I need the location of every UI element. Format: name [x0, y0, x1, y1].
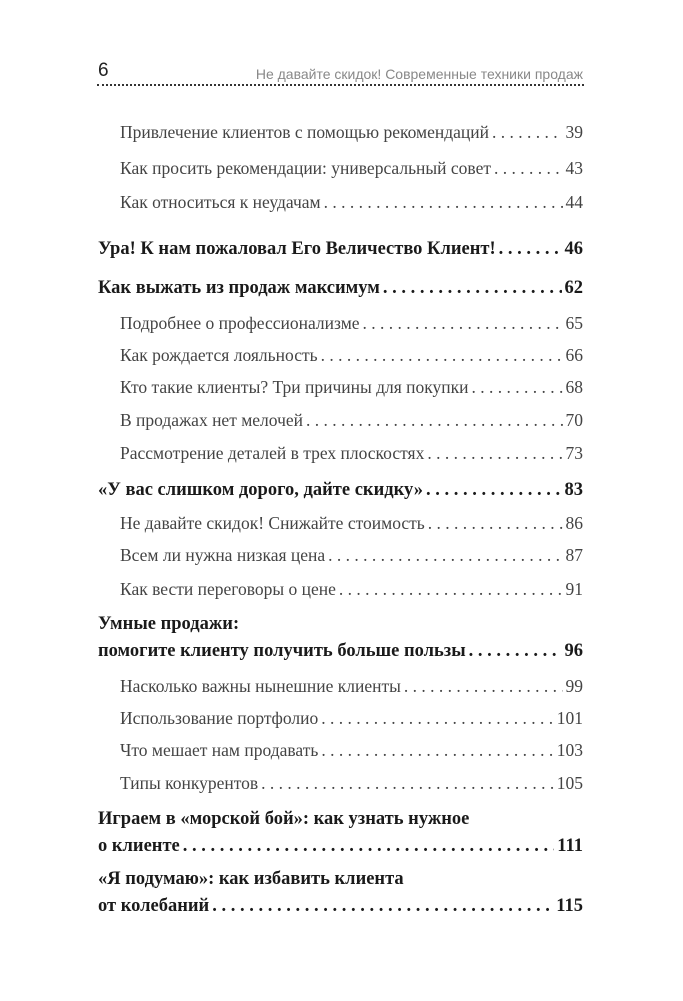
- toc-entry-title: Использование портфолио: [120, 708, 319, 728]
- toc-entry-page: 70: [565, 410, 583, 430]
- running-title: Не давайте скидок! Современные техники продаж: [255, 66, 583, 82]
- toc-entry-page: 96: [564, 641, 583, 661]
- toc-entry[interactable]: [120, 192, 583, 213]
- dot-leader: [494, 158, 562, 179]
- toc-entry-title: Не давайте скидок! Снижайте стоимость: [120, 513, 425, 533]
- toc-entry-title: Типы конкурентов: [120, 773, 259, 793]
- toc-entry-page: 87: [565, 545, 583, 565]
- toc-entry-title: от колебаний: [98, 896, 210, 916]
- toc-entry-page: 39: [565, 122, 583, 142]
- toc-entry-title: Подробнее о профессионализме: [120, 313, 360, 333]
- dot-leader: [383, 278, 562, 299]
- dot-leader: [428, 513, 563, 534]
- toc-entry[interactable]: [120, 122, 583, 143]
- toc-entry[interactable]: [120, 377, 583, 398]
- dot-leader: [183, 836, 555, 857]
- toc-entry-title: о клиенте: [98, 836, 180, 856]
- dot-leader: [499, 239, 562, 260]
- toc-entry-page: 66: [565, 345, 583, 365]
- dot-leader: [212, 896, 553, 917]
- toc-entry[interactable]: [98, 278, 583, 299]
- toc-entry-title: помогите клиенту получить больше пользы: [98, 641, 466, 661]
- toc-entry[interactable]: [120, 158, 583, 179]
- toc-entry[interactable]: [120, 740, 583, 761]
- toc-entry[interactable]: [120, 513, 583, 534]
- toc-entry-title-line1: «Я подумаю»: как избавить клиента: [98, 869, 404, 889]
- toc-entry-page: 115: [556, 896, 583, 916]
- toc-entry-title-line1: Умные продажи:: [98, 614, 240, 634]
- toc-entry-page: 91: [565, 579, 583, 599]
- dot-leader: [339, 579, 563, 600]
- dot-leader: [404, 676, 563, 697]
- toc-entry-page: 103: [556, 740, 583, 760]
- toc-entry-page: 43: [565, 158, 583, 178]
- toc-entry[interactable]: [120, 410, 583, 431]
- toc-entry-page: 44: [565, 192, 583, 212]
- toc-entry-title: В продажах нет мелочей: [120, 410, 304, 430]
- toc-entry-page: 65: [565, 313, 583, 333]
- toc-entry-title: Рассмотрение деталей в трех плоскостях: [120, 443, 425, 463]
- dot-leader: [426, 480, 562, 501]
- dot-leader: [321, 708, 554, 729]
- toc-entry-title: Как просить рекомендации: универсальный совет: [120, 158, 492, 178]
- toc-entry[interactable]: [120, 313, 583, 334]
- toc-entry-page: 62: [564, 278, 583, 298]
- dot-leader: [469, 641, 562, 662]
- page-header: [98, 56, 583, 82]
- toc-entry-title: Кто такие клиенты? Три причины для покупки: [120, 377, 469, 397]
- toc-entry-page: 46: [564, 239, 583, 259]
- toc-entry-title: Как относиться к неудачам: [120, 192, 321, 212]
- toc-entry-title: Насколько важны нынешние клиенты: [120, 676, 401, 696]
- dot-leader: [328, 545, 562, 566]
- dot-leader: [324, 192, 563, 213]
- toc-entry[interactable]: [98, 480, 583, 501]
- toc-entry-page: 73: [565, 443, 583, 463]
- toc-entry[interactable]: [120, 676, 583, 697]
- dot-leader: [261, 773, 554, 794]
- toc-entry[interactable]: [98, 239, 583, 260]
- toc-entry-title-line1: Играем в «морской бой»: как узнать нужное: [98, 809, 470, 829]
- toc-entry-page: 83: [564, 480, 583, 500]
- toc-entry[interactable]: [120, 773, 583, 794]
- dot-leader: [321, 740, 553, 761]
- toc-entry-title: Как рождается лояльность: [120, 345, 318, 365]
- toc-entry-title: Привлечение клиентов с помощью рекомендаций: [120, 122, 490, 142]
- toc-entry-title: «У вас слишком дорого, дайте скидку»: [98, 480, 423, 500]
- toc-entry-title: Что мешает нам продавать: [120, 740, 319, 760]
- toc-entry[interactable]: [120, 443, 583, 464]
- toc-entry-title: Как вести переговоры о цене: [120, 579, 336, 599]
- toc-entry-page: 101: [556, 708, 583, 728]
- toc-entry[interactable]: [98, 869, 583, 917]
- toc-entry[interactable]: [98, 614, 583, 662]
- header-dotted-rule: [97, 84, 584, 86]
- toc-entry[interactable]: [120, 579, 583, 600]
- toc-entry-title: Ура! К нам пожаловал Его Величество Клиент!: [98, 239, 496, 259]
- dot-leader: [427, 443, 562, 464]
- toc-entry-page: 111: [557, 836, 583, 856]
- toc-entry[interactable]: [120, 708, 583, 729]
- page-number: 6: [98, 60, 109, 81]
- toc-entry[interactable]: [120, 345, 583, 366]
- dot-leader: [321, 345, 563, 366]
- dot-leader: [472, 377, 563, 398]
- toc-entry[interactable]: [120, 545, 583, 566]
- toc-entry-page: 105: [556, 773, 583, 793]
- dot-leader: [363, 313, 563, 334]
- toc-entry-page: 86: [565, 513, 583, 533]
- toc-entry-page: 68: [565, 377, 583, 397]
- dot-leader: [306, 410, 562, 431]
- dot-leader: [492, 122, 562, 143]
- toc-entry-title: Как выжать из продаж максимум: [98, 278, 380, 298]
- toc-entry[interactable]: [98, 809, 583, 857]
- toc-entry-page: 99: [565, 676, 583, 696]
- toc-entry-title: Всем ли нужна низкая цена: [120, 545, 326, 565]
